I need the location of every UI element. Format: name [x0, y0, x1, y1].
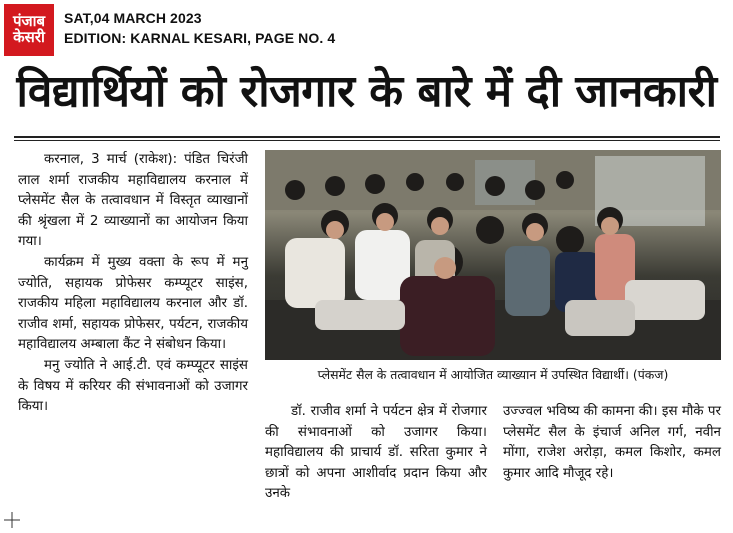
paragraph: डॉ. राजीव शर्मा ने पर्यटन क्षेत्र में रोजगार की संभावनाओं को उजागर किया। महाविद्यालय की प्राचार्य डॉ. सरिता कुमार ने छात्रों को अपना आशीर्वाद प्रदान किया और उनके	[265, 404, 487, 502]
paragraph: उज्ज्वल भविष्य की कामना की। इस मौके पर प्लेसमेंट सैल के इंचार्ज अनिल गर्ग, नवीन मोंगा, राजेश अरोड़ा, कमल किशोर, कमल कुमार आदि मौजूद रहे।	[503, 404, 721, 481]
crop-mark-icon	[4, 512, 20, 528]
article-column-3	[503, 402, 721, 484]
students-seated-illustration	[265, 150, 721, 360]
article-column-1	[18, 150, 248, 418]
headline-rule-bottom	[14, 140, 720, 141]
paragraph: मनु ज्योति ने आई.टी. एवं कम्प्यूटर साइंस के विषय में करियर की संभावनाओं को उजागर किया।	[18, 357, 248, 415]
paragraph: करनाल, 3 मार्च (राकेश): पंडित चिरंजी लाल शर्मा राजकीय महाविद्यालय करनाल में प्लेसमेंट सैल के तत्वावधान में विस्तृत व्याखानों की श्रृंखला में 2 व्याख्यानों का आयोजन किया गया।	[18, 152, 248, 250]
article-column-2	[265, 402, 487, 505]
punjab-kesari-logo	[4, 4, 54, 56]
masthead	[0, 0, 733, 64]
photo-caption: प्लेसमेंट सैल के तत्वावधान में आयोजित व्याख्यान में उपस्थित विद्यार्थी। (पंकज)	[317, 367, 669, 382]
edition-meta	[64, 8, 335, 48]
headline-rule-top	[14, 136, 720, 138]
classroom-photo	[265, 150, 721, 360]
edition-info: EDITION: KARNAL KESARI, PAGE NO. 4	[64, 30, 336, 46]
article-headline: विद्यार्थियों को रोजगार के बारे में दी जानकारी	[16, 66, 717, 117]
logo-line-1: पंजाब	[12, 12, 46, 31]
logo-line-2: केसरी	[13, 28, 45, 46]
publication-date: SAT,04 MARCH 2023	[64, 10, 202, 26]
paragraph: कार्यक्रम में मुख्य वक्ता के रूप में मनु ज्योति, सहायक प्रोफेसर कम्प्यूटर साइंस, राजकीय महिला महाविद्यालय करनाल और डॉ. राजीव शर्मा, सहायक प्रोफेसर, पर्यटन, राजकीय महाविद्यालय अम्बाला कैंट ने संबोधन किया।	[18, 254, 248, 353]
